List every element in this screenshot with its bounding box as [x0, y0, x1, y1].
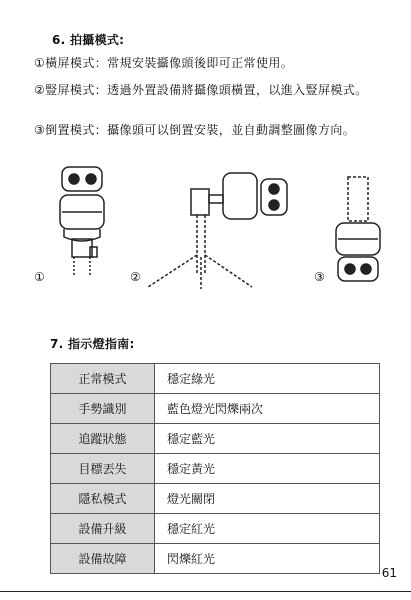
- table-row: [51, 484, 380, 514]
- light-cell: 藍色燈光閃爍兩次: [155, 394, 380, 424]
- table-row: [51, 364, 380, 394]
- mode-landscape-text: ①橫屏模式：常規安裝攝像頭後即可正常使用。: [34, 56, 294, 70]
- light-cell: 穩定紅光: [155, 514, 380, 544]
- footer-rule: [0, 591, 411, 592]
- section-6-title: 6. 拍攝模式:: [52, 33, 125, 47]
- mode-cell: 隱私模式: [51, 484, 155, 514]
- table-row: [51, 394, 380, 424]
- mode-cell: 設備升級: [51, 514, 155, 544]
- mounting-modes-figure: [20, 165, 395, 295]
- mode-portrait-text: ②豎屏模式：透過外置設備將攝像頭橫置，以進入豎屏模式。: [34, 83, 368, 97]
- table-row: [51, 514, 380, 544]
- light-cell: 燈光關閉: [155, 484, 380, 514]
- camera-landscape-illustration: [60, 167, 104, 277]
- figure-label-2: ②: [130, 270, 141, 284]
- table-row: [51, 454, 380, 484]
- indicator-table: [50, 363, 380, 574]
- light-cell: 穩定黃光: [155, 454, 380, 484]
- mode-cell: 手勢識別: [51, 394, 155, 424]
- mode-cell: 目標丟失: [51, 454, 155, 484]
- light-cell: 穩定藍光: [155, 424, 380, 454]
- table-row: [51, 544, 380, 574]
- mode-cell: 追蹤狀態: [51, 424, 155, 454]
- figure-label-3: ③: [314, 270, 325, 284]
- mode-inverted-text: ③倒置模式：攝像頭可以倒置安裝，並自動調整圖像方向。: [34, 123, 356, 137]
- light-cell: 穩定綠光: [155, 364, 380, 394]
- mode-cell: 設備故障: [51, 544, 155, 574]
- figure-label-1: ①: [34, 270, 45, 284]
- page-number: 61: [381, 566, 397, 580]
- section-7-title: 7. 指示燈指南:: [50, 337, 135, 351]
- camera-inverted-illustration: [336, 177, 380, 281]
- mode-cell: 正常模式: [51, 364, 155, 394]
- light-cell: 閃爍紅光: [155, 544, 380, 574]
- camera-portrait-illustration: [148, 173, 287, 289]
- table-row: [51, 424, 380, 454]
